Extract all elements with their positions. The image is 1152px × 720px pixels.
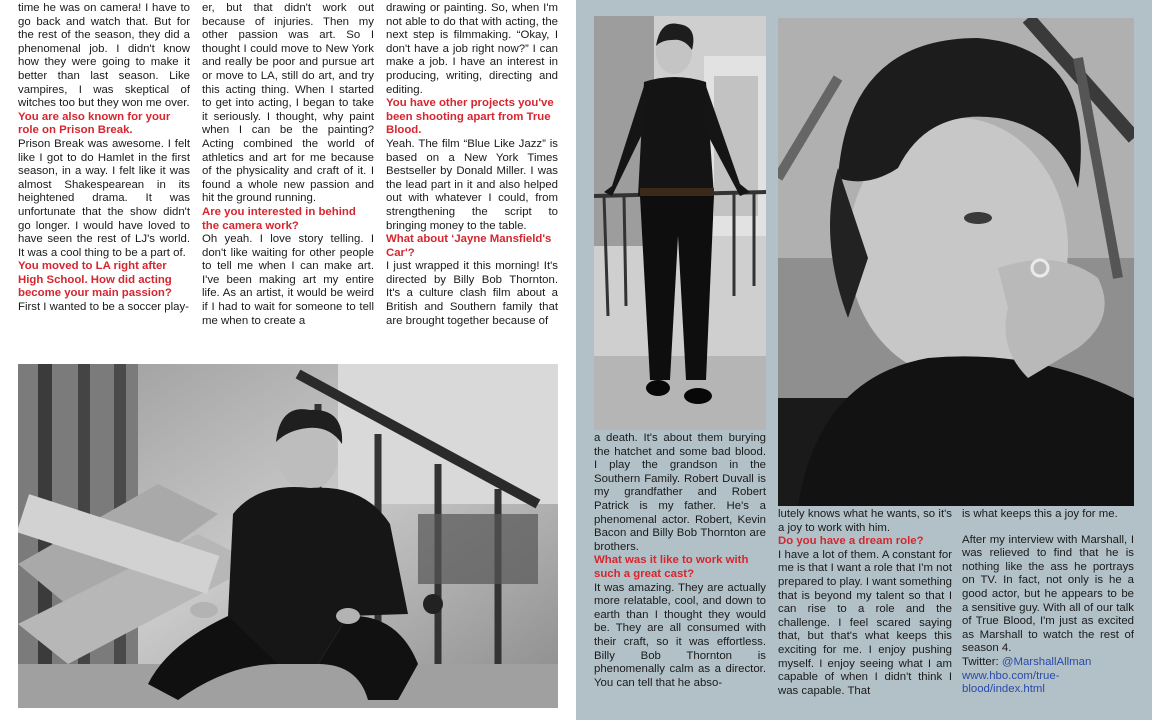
website-link[interactable]: www.hbo.com/true-blood/index.html <box>962 669 1060 696</box>
question-heading: You are also known for your role on Prison Break. <box>18 110 171 137</box>
paragraph: It was amazing. They are actually more relatable, cool, and down to earth than I thought they would be. They are all consumed with their craft, so it was effortless. Billy Bob Thornton is phenomenally calm as a director. You can tell that he abso- <box>594 581 766 689</box>
right-column-1 <box>594 432 766 720</box>
twitter-line <box>962 656 1134 670</box>
question-heading: You have other projects you've been shooting apart from True Blood. <box>386 97 554 137</box>
question-heading: You moved to LA right after High School. How did acting become your main passion? <box>18 260 172 300</box>
photo-seated-on-stairs <box>18 364 558 708</box>
paragraph: drawing or painting. So, when I'm not able to do that with acting, the next step is filmmaking. “Okay, I don't have a job right now?” I can make a job. I have an interest in producing, writing, directing and editing. <box>386 2 558 96</box>
paragraph: er, but that didn't work out because of injuries. Then my other passion was art. So I thought I could move to New York and really be poor and pursue art or move to LA, still do art, and try this acting thing. When I started to get into acting, I began to take it seriously. I thought, why paint when I can be the painting? Acting combined the world of athletics and art for me because of the physicality and craft of it. I found a whole new passion and hit the ground running. <box>202 2 374 205</box>
question-heading: What about ‘Jayne Mansfield's Car'? <box>386 233 552 259</box>
paragraph: lutely knows what he wants, so it's a joy to work with him. <box>778 508 952 534</box>
right-column-3 <box>962 508 1134 720</box>
question-heading: What was it like to work with such a great cast? <box>594 554 749 580</box>
right-page <box>576 0 1152 720</box>
paragraph: I just wrapped it this morning! It's directed by Billy Bob Thornton. It's a culture clash film about a British and Southern family that are brought together because of <box>386 260 558 327</box>
question-heading: Are you interested in behind the camera work? <box>202 205 356 232</box>
right-column-2 <box>778 508 952 720</box>
question-heading: Do you have a dream role? <box>778 535 924 548</box>
left-column-3 <box>386 2 558 364</box>
paragraph: First I wanted to be a soccer play- <box>18 301 189 314</box>
spacer <box>962 522 1134 534</box>
paragraph: a death. It's about them burying the hatchet and some bad blood. I play the grandson in the Southern Family. Robert Duvall is my grandfather and Robert Patrick is my father. He's a phenomenal actor. Robert, Kevin Bacon and Billy Bob Thornton are brothers. <box>594 432 766 553</box>
paragraph: is what keeps this a joy for me. <box>962 508 1118 520</box>
left-column-1 <box>18 2 190 374</box>
photo-standing <box>594 16 766 430</box>
paragraph: Oh yeah. I love story telling. I don't like waiting for other people to tell me when I can make art. I've been making art my entire life. As an artist, it would be weird if I had to wait for someone to tell me when to create a <box>202 233 374 327</box>
paragraph: Prison Break was awesome. I felt like I got to do Hamlet in the first season, in a way. I felt like it was almost Shakespearean in its heightened drama. It was unfortunate that the show didn't go longer. I would have loved to have seen the rest of LJ's world. It was a cool thing to be a part of. <box>18 137 190 259</box>
left-column-2 <box>202 2 374 364</box>
paragraph: Yeah. The film “Blue Like Jazz” is based on a New York Times Bestseller by Donald Miller. I was the lead part in it and also helped out with whatever I could, from strengthening the script to bringing money to the table. <box>386 137 558 232</box>
paragraph: I have a lot of them. A constant for me is that I want a role that I'm not prepared to play. I want something that is beyond my talent so that I can rise to a role and the challenge. I feel scared saying that, but that's what keeps this exciting for me. I enjoy pushing myself. I enjoy seeing what I am capable of when I didn't think I was capable. That <box>778 548 952 697</box>
twitter-label: Twitter: <box>962 655 999 668</box>
photo-portrait-closeup <box>778 18 1134 506</box>
paragraph: time he was on camera! I have to go back and watch that. But for the rest of the season, they did a phenomenal job. I didn't know how they were going to make it better than last season. Like vampires, I was skeptical of witches too but they won me over. <box>18 2 190 110</box>
paragraph: After my interview with Marshall, I was relieved to find that he is nothing like the ass he portrays on TV. In fact, not only is he a good actor, but he appears to be a sensitive guy. With all of our talk of True Blood, I'm just as excited as Marshall to watch the rest of season 4. <box>962 533 1134 655</box>
twitter-handle-link[interactable]: @MarshallAllman <box>1001 655 1092 668</box>
